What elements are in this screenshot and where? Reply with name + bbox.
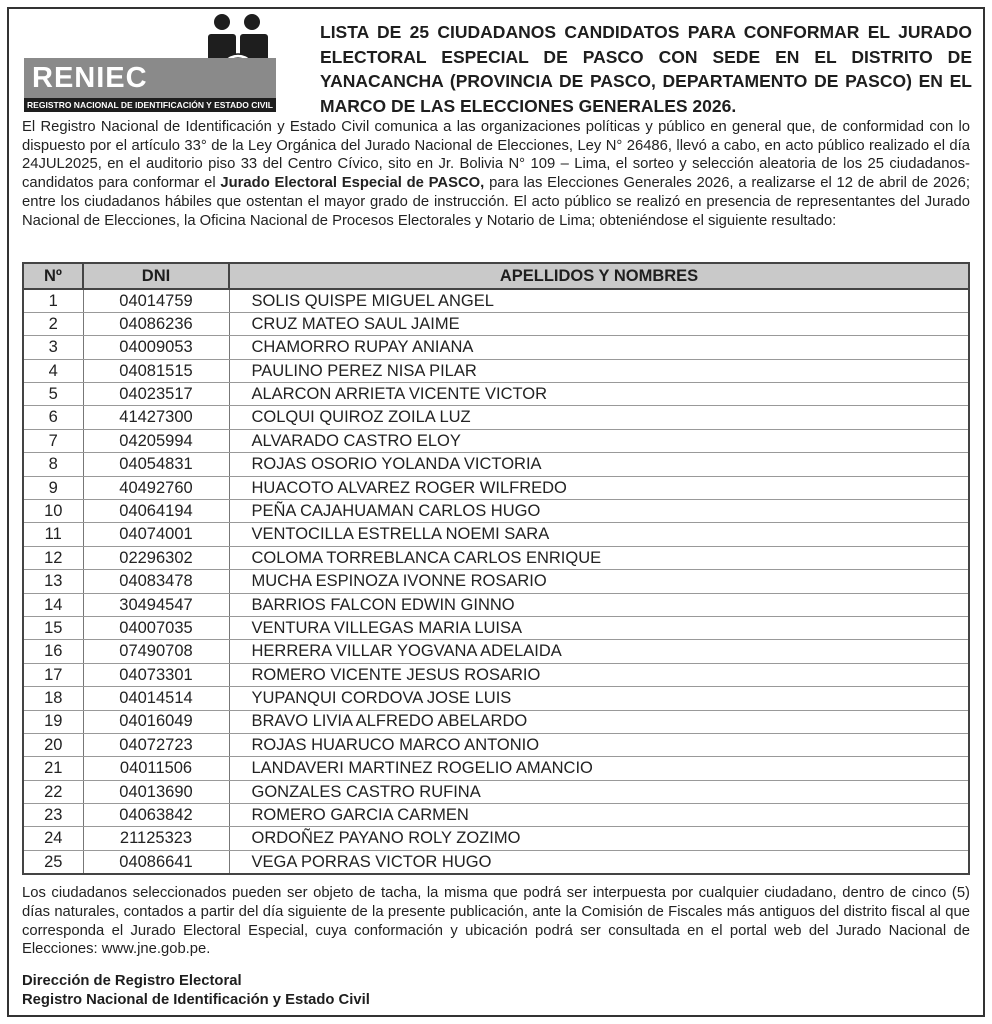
row-dni: 04064194 xyxy=(83,500,229,523)
row-name: CHAMORRO RUPAY ANIANA xyxy=(229,336,969,359)
row-number: 4 xyxy=(23,359,83,382)
row-dni: 04086236 xyxy=(83,312,229,335)
table-row xyxy=(23,523,969,546)
candidates-table xyxy=(22,262,970,875)
row-number: 18 xyxy=(23,687,83,710)
row-name: ROJAS HUARUCO MARCO ANTONIO xyxy=(229,733,969,756)
row-name: ROJAS OSORIO YOLANDA VICTORIA xyxy=(229,453,969,476)
table-row xyxy=(23,429,969,452)
row-dni: 40492760 xyxy=(83,476,229,499)
row-dni: 04016049 xyxy=(83,710,229,733)
row-name: HERRERA VILLAR YOGVANA ADELAIDA xyxy=(229,640,969,663)
row-name: ORDOÑEZ PAYANO ROLY ZOZIMO xyxy=(229,827,969,850)
header-dni: DNI xyxy=(83,263,229,289)
row-number: 16 xyxy=(23,640,83,663)
row-name: YUPANQUI CORDOVA JOSE LUIS xyxy=(229,687,969,710)
row-dni: 21125323 xyxy=(83,827,229,850)
row-dni: 41427300 xyxy=(83,406,229,429)
page-title: LISTA DE 25 CIUDADANOS CANDIDATOS PARA CONFORMAR EL JURADO ELECTORAL ESPECIAL DE PASCO CON SEDE EN EL DISTRITO DE YANACANCHA (PROVINCIA DE PASCO, DEPARTAMENTO DE PASCO) EN EL MARCO DE LAS ELECCIONES GENERALES 2026. xyxy=(320,22,972,116)
row-number: 1 xyxy=(23,289,83,312)
row-dni: 04205994 xyxy=(83,429,229,452)
intro-text-1: El Registro Nacional de Identificación y Estado Civil comunica a las organizaciones políticas y público en general que, de conformidad con lo dispuesto por el artículo 33° de la Ley Orgánica del Jurado Nacional de Elecciones, Ley N° 26486, llevó a cabo, en acto público realizado el día 24JUL2025, en el auditorio piso 33 del Centro Cívico, sito en Jr. Bolivia N° 109 – Lima, el sorteo y selección aleatoria de los 25 ciudadanos-candidatos para conformar el xyxy=(22,119,970,192)
row-dni: 07490708 xyxy=(83,640,229,663)
row-number: 21 xyxy=(23,757,83,780)
row-number: 25 xyxy=(23,850,83,873)
row-name: PAULINO PEREZ NISA PILAR xyxy=(229,359,969,382)
row-name: ALVARADO CASTRO ELOY xyxy=(229,429,969,452)
intro-text-2: para las Elecciones Generales 2026, a realizarse el 12 de abril de 2026; entre los ciudadanos hábiles que ostentan el mayor grado de instrucción. El acto público se realizó en presencia de representantes del Jurado Nacional de Elecciones, la Oficina Nacional de Procesos Electorales y Notario de Lima; obteniéndose el siguiente resultado: xyxy=(22,175,970,229)
row-number: 24 xyxy=(23,827,83,850)
table-row xyxy=(23,733,969,756)
row-number: 20 xyxy=(23,733,83,756)
header-name: APELLIDOS Y NOMBRES xyxy=(229,263,969,289)
logo-name: RENIEC xyxy=(32,62,148,94)
row-dni: 04014514 xyxy=(83,687,229,710)
row-dni: 04007035 xyxy=(83,616,229,639)
logo-banner xyxy=(24,58,276,98)
row-name: COLQUI QUIROZ ZOILA LUZ xyxy=(229,406,969,429)
signature-line-1: Dirección de Registro Electoral xyxy=(22,973,242,989)
reniec-logo xyxy=(24,14,276,112)
row-name: BARRIOS FALCON EDWIN GINNO xyxy=(229,593,969,616)
row-number: 8 xyxy=(23,453,83,476)
row-name: MUCHA ESPINOZA IVONNE ROSARIO xyxy=(229,570,969,593)
row-number: 10 xyxy=(23,500,83,523)
table-row xyxy=(23,336,969,359)
row-name: ALARCON ARRIETA VICENTE VICTOR xyxy=(229,383,969,406)
table-row xyxy=(23,804,969,827)
row-dni: 04063842 xyxy=(83,804,229,827)
signature-line-2: Registro Nacional de Identificación y Estado Civil xyxy=(22,991,370,1008)
row-dni: 30494547 xyxy=(83,593,229,616)
row-number: 3 xyxy=(23,336,83,359)
row-dni: 04072723 xyxy=(83,733,229,756)
row-dni: 04013690 xyxy=(83,780,229,803)
signature-block xyxy=(22,972,370,1009)
row-number: 12 xyxy=(23,546,83,569)
table-row xyxy=(23,616,969,639)
row-number: 14 xyxy=(23,593,83,616)
table-row xyxy=(23,312,969,335)
row-name: COLOMA TORREBLANCA CARLOS ENRIQUE xyxy=(229,546,969,569)
row-dni: 04011506 xyxy=(83,757,229,780)
row-name: ROMERO VICENTE JESUS ROSARIO xyxy=(229,663,969,686)
row-dni: 04086641 xyxy=(83,850,229,873)
row-name: PEÑA CAJAHUAMAN CARLOS HUGO xyxy=(229,500,969,523)
row-number: 15 xyxy=(23,616,83,639)
table-row xyxy=(23,757,969,780)
row-name: GONZALES CASTRO RUFINA xyxy=(229,780,969,803)
header-num: Nº xyxy=(23,263,83,289)
row-number: 17 xyxy=(23,663,83,686)
table-row xyxy=(23,406,969,429)
row-dni: 04009053 xyxy=(83,336,229,359)
row-number: 7 xyxy=(23,429,83,452)
footer-paragraph: Los ciudadanos seleccionados pueden ser objeto de tacha, la misma que podrá ser interpuesta por cualquier ciudadano, dentro de cinco (5) días naturales, contados a partir del día siguiente de la presente publicación, ante la Comisión de Fiscales más antiguos del distrito fiscal al que corresponda el Jurado Electoral Especial, cuya conformación y ubicación podrá ser consultada en el portal web del Jurado Nacional de Elecciones: www.jne.gob.pe. xyxy=(22,885,970,958)
table-row xyxy=(23,593,969,616)
table-row xyxy=(23,476,969,499)
row-number: 19 xyxy=(23,710,83,733)
intro-paragraph xyxy=(22,118,970,230)
intro-bold-text: Jurado Electoral Especial de PASCO, xyxy=(220,175,485,192)
table-row xyxy=(23,827,969,850)
table-row xyxy=(23,687,969,710)
row-name: ROMERO GARCIA CARMEN xyxy=(229,804,969,827)
table-row xyxy=(23,500,969,523)
row-number: 2 xyxy=(23,312,83,335)
table-header-row xyxy=(23,263,969,289)
row-name: SOLIS QUISPE MIGUEL ANGEL xyxy=(229,289,969,312)
row-name: VENTURA VILLEGAS MARIA LUISA xyxy=(229,616,969,639)
row-dni: 04023517 xyxy=(83,383,229,406)
row-name: VEGA PORRAS VICTOR HUGO xyxy=(229,850,969,873)
row-number: 9 xyxy=(23,476,83,499)
table-row xyxy=(23,850,969,873)
row-number: 13 xyxy=(23,570,83,593)
table-row xyxy=(23,570,969,593)
table-row xyxy=(23,453,969,476)
row-number: 11 xyxy=(23,523,83,546)
logo-subtitle: REGISTRO NACIONAL DE IDENTIFICACIÓN Y ESTADO CIVIL xyxy=(24,98,276,112)
row-number: 5 xyxy=(23,383,83,406)
row-dni: 04081515 xyxy=(83,359,229,382)
table-row xyxy=(23,546,969,569)
table-row xyxy=(23,289,969,312)
row-name: VENTOCILLA ESTRELLA NOEMI SARA xyxy=(229,523,969,546)
row-name: LANDAVERI MARTINEZ ROGELIO AMANCIO xyxy=(229,757,969,780)
table-row xyxy=(23,359,969,382)
row-dni: 02296302 xyxy=(83,546,229,569)
row-name: BRAVO LIVIA ALFREDO ABELARDO xyxy=(229,710,969,733)
row-number: 6 xyxy=(23,406,83,429)
row-dni: 04073301 xyxy=(83,663,229,686)
row-name: CRUZ MATEO SAUL JAIME xyxy=(229,312,969,335)
row-name: HUACOTO ALVAREZ ROGER WILFREDO xyxy=(229,476,969,499)
table-row xyxy=(23,663,969,686)
table-row xyxy=(23,780,969,803)
row-dni: 04074001 xyxy=(83,523,229,546)
row-dni: 04083478 xyxy=(83,570,229,593)
row-dni: 04014759 xyxy=(83,289,229,312)
row-number: 23 xyxy=(23,804,83,827)
table-row xyxy=(23,383,969,406)
table-row xyxy=(23,710,969,733)
row-number: 22 xyxy=(23,780,83,803)
table-row xyxy=(23,640,969,663)
row-dni: 04054831 xyxy=(83,453,229,476)
